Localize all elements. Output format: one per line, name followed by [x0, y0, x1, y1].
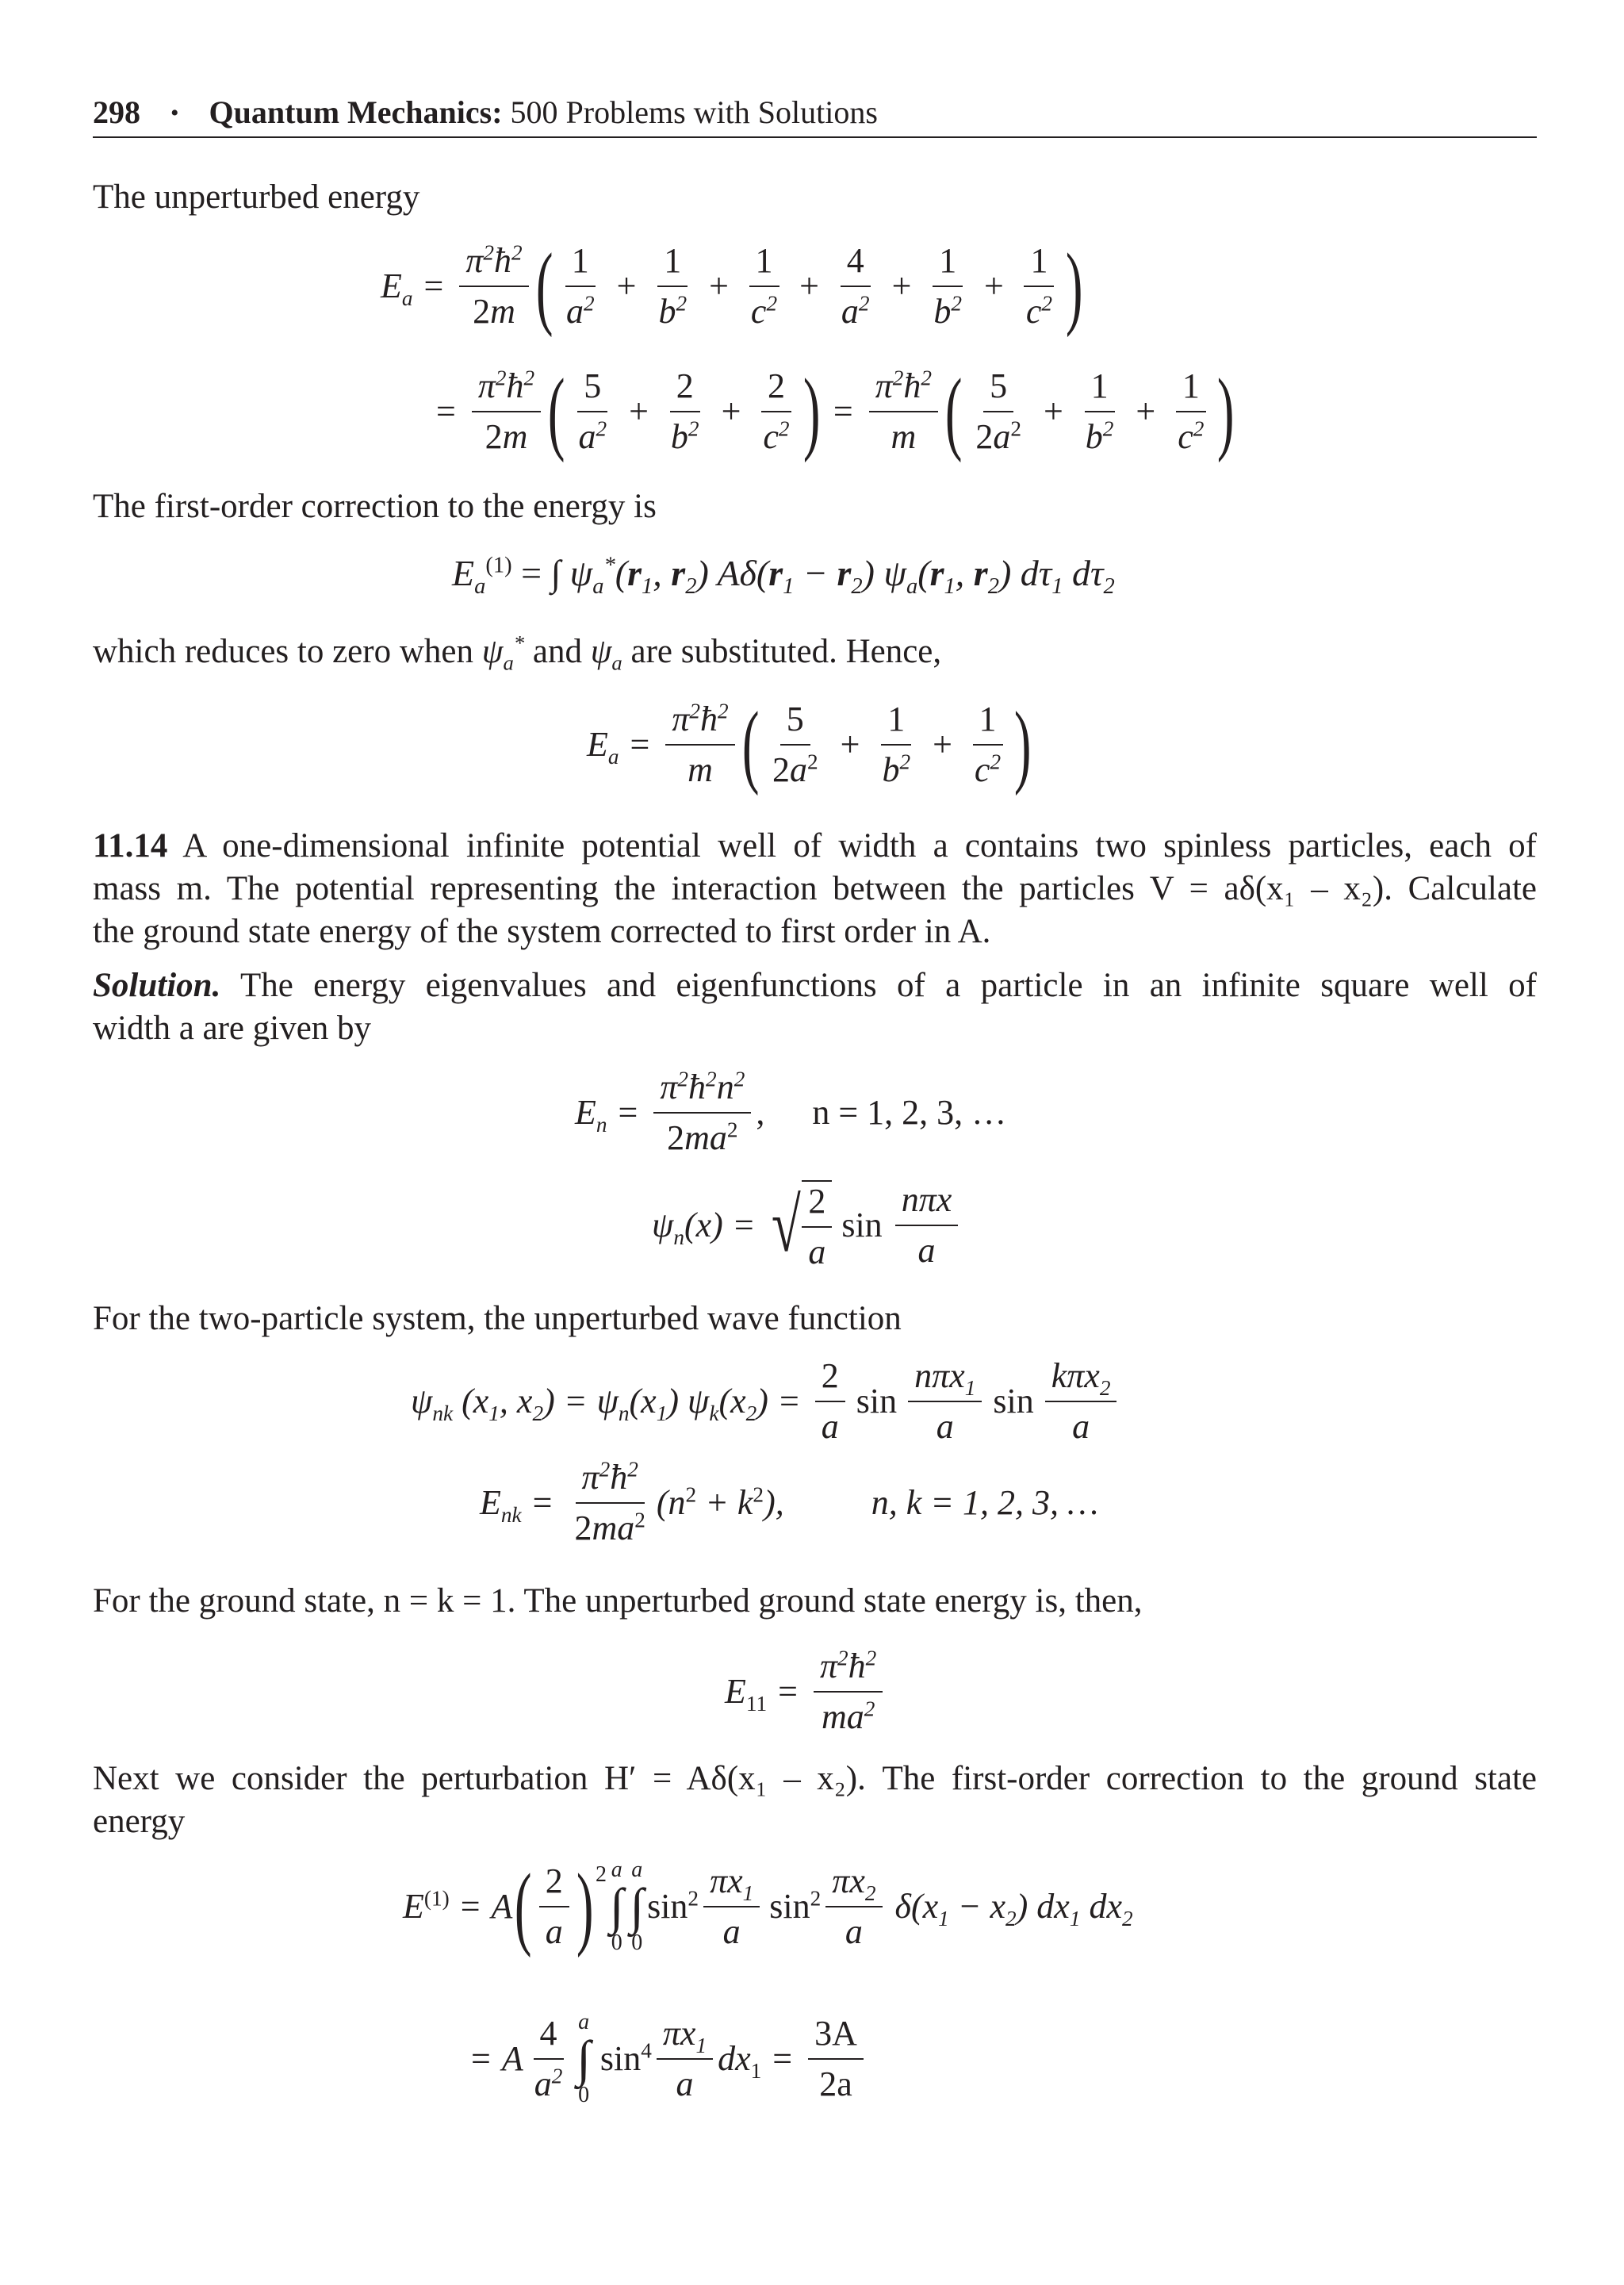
bullet-separator: •	[170, 100, 179, 126]
equation-correction-result: = A $\frac{4}{a^2}$ a ∫ 0 $\sin^4$ $\frac{\pi x_1}{a}$ $dx_1$ = $\frac{3A}{2a}$	[460, 2011, 868, 2107]
result-numerator: 3A	[808, 2015, 864, 2060]
problem-line-3: the ground state energy of the system corrected to first order in A.	[93, 913, 991, 950]
paragraph-first-order-intro: The first-order correction to the energy is	[93, 488, 657, 525]
paragraph-two-particle: For the two-particle system, the unperturbed wave function	[93, 1300, 902, 1337]
problem-line-2: mass m. The potential representing the interaction between the particles V = aδ(x₁ – x₂). Calculate	[93, 870, 1537, 907]
equation-ea-expanded: $E_a$ = $\frac{\pi^2ħ^2}{2m}$ ( $\frac{1}{a^2}$ + $\frac{1}{b^2}$ + $\frac{1}{c^2}$ + $\frac{4}{a^2}$ + $\frac{1}{b^2}$ + $\frac{1}{c^2}$ )	[381, 234, 1083, 338]
equation-eigenfunctions: $\psi_n(x)$ = √ $\frac{2}{a}$ sin $\frac{\text{nπx}}{a}$	[652, 1180, 963, 1271]
reduces-text-before: which reduces to zero when	[93, 633, 473, 670]
equation-energy-eigenvalues: $E_n$ = $\frac{\pi^2ħ^2n^2}{2ma^2}$ , n = 1, 2, 3, …	[575, 1067, 1007, 1158]
book-title-rest: 500 Problems with Solutions	[510, 94, 878, 130]
paragraph-ground-state: For the ground state, n = k = 1. The unperturbed ground state energy is, then,	[93, 1582, 1143, 1620]
equation-correction-double-integral: $E^{(1)}$ = A ( $\frac{2}{a}$ ) $^2$ a ∫ 0 a ∫ 0 $\sin^2$ $\frac{\pi x_1}{a}$ $\sin^2$ $\frac{\pi x_2}{a}$ $\delta(x_1 - x_2)$ $dx_1$ $dx_2$	[403, 1854, 1133, 1958]
problem-text-1: A one-dimensional infinite potential well of width a contains two spinless particles, each of	[182, 827, 1537, 865]
book-title-bold: Quantum Mechanics:	[209, 94, 503, 130]
running-head	[93, 89, 1537, 138]
n-range: n = 1, 2, 3, …	[812, 1093, 1007, 1133]
paragraph-unperturbed-energy: The unperturbed energy	[93, 178, 420, 216]
solution-line-1	[93, 964, 1537, 1007]
reduces-text-after: are substituted. Hence,	[630, 633, 942, 670]
result-denominator: 2a	[819, 2065, 852, 2103]
reduces-text-and: and	[532, 633, 582, 670]
equation-two-particle-wavefunction: $\psi_{nk}$ ($x_1$, $x_2$) = $\psi_n(x_1)$ $\psi_k(x_2)$ = $\frac{2}{a}$ sin $\frac{n\pi x_1}{a}$ sin $\frac{k\pi x_2}{a}$	[411, 1358, 1121, 1445]
problem-line-1	[93, 825, 1537, 868]
equation-ground-state-energy: $E_{11}$ = $\frac{\pi^2ħ^2}{ma^2}$	[725, 1648, 887, 1735]
equation-ea-simplified: = $\frac{\pi^2ħ^2}{2m}$ ( $\frac{5}{a^2}$ + $\frac{2}{b^2}$ + $\frac{2}{c^2}$ ) = $\frac{\pi^2ħ^2}{m}$ ( $\frac{5}{2a^2}$ + $\frac{1}{b^2}$ + $\frac{1}{c^2}$ )	[436, 359, 1235, 463]
equation-first-order-integral: $E_a^{(1)}$ = ∫ $\psi_a^*(r_1$, $r_2$) $A\delta(r_1 - r_2)$ $\psi_a(r_1$, $r_2$) $d\tau_1$ $d\tau_2$	[452, 553, 1115, 600]
paragraph-perturbation-2: energy	[93, 1803, 186, 1840]
equation-two-particle-energy: $E_{nk}$ = $\frac{\pi^2ħ^2}{2ma^2}$ $(n^2 + k^2)$, n, k = 1, 2, 3, …	[480, 1457, 1099, 1548]
paragraph-reduces-to-zero: which reduces to zero when $\psi_a^*$ and $\psi_a$ are substituted. Hence,	[93, 631, 942, 675]
page-number: 298	[93, 94, 140, 130]
equation-ea-final: $E_a$ = $\frac{\pi^2ħ^2}{m}$ ( $\frac{5}{2a^2}$ + $\frac{1}{b^2}$ + $\frac{1}{c^2}$ )	[587, 692, 1032, 796]
paragraph-perturbation-1: Next we consider the perturbation H′ = Aδ(x₁ – x₂). The first-order correction to the ground state	[93, 1760, 1537, 1797]
solution-text-1: The energy eigenvalues and eigenfunctions of a particle in an infinite square well of	[239, 967, 1537, 1004]
solution-label: Solution.	[93, 967, 221, 1004]
problem-number: 11.14	[93, 827, 168, 865]
nk-range: n, k = 1, 2, 3, …	[871, 1483, 1099, 1523]
solution-line-2: width a are given by	[93, 1010, 372, 1047]
